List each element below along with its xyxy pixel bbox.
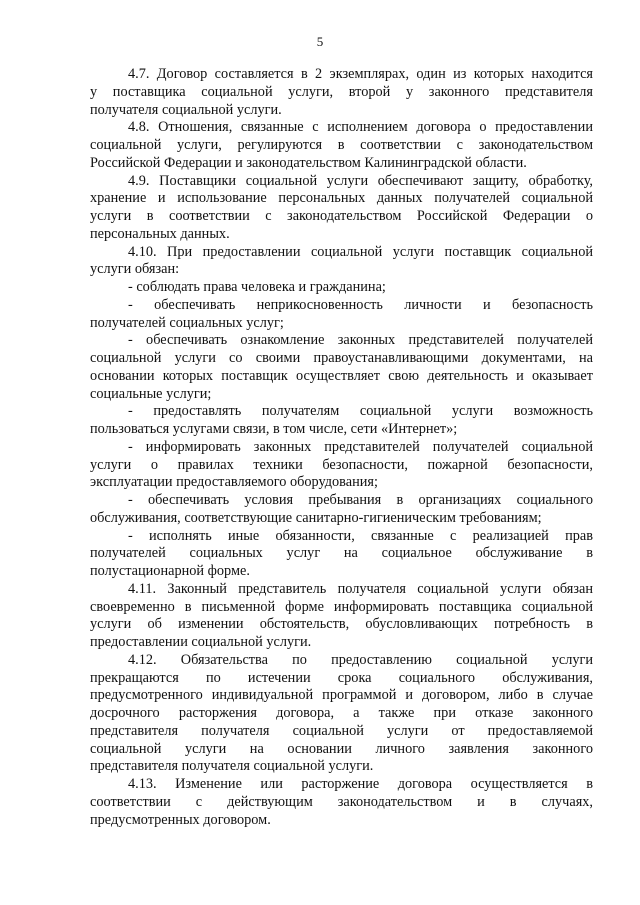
text-line: хранение и использование персональных данных получателей социальной [90, 190, 593, 207]
paragraph-p-4-10-item-7 [90, 528, 593, 581]
paragraph-p-4-10 [90, 244, 593, 280]
text-line: предусмотренного индивидуальной программой и договором, либо в случае [90, 687, 593, 704]
text-line: социальной услуги со своими правоустанавливающими документами, на [90, 350, 593, 366]
text-line: получателей социальных услуг; [90, 314, 284, 331]
text-line: эксплуатации предоставляемого оборудования; [90, 474, 378, 491]
paragraph-p-4-10-item-6 [90, 492, 593, 528]
paragraph-p-4-13 [90, 776, 593, 829]
text-line: получателя социальной услуги. [90, 101, 282, 118]
paragraph-p-4-12 [90, 652, 593, 776]
text-line: представителя получателя социальной услуги. [90, 758, 374, 775]
text-line: услуги об изменении обстоятельств, обусловливающих потребность в [90, 616, 593, 633]
page-number: 5 [316, 34, 324, 49]
paragraph-p-4-10-item-3 [90, 332, 593, 403]
paragraph-p-4-10-item-4 [90, 403, 593, 439]
text-line: Российской Федерации и законодательством Калининградской области. [90, 154, 527, 171]
text-line: - обеспечивать условия пребывания в организациях социального [128, 492, 593, 508]
text-line: пользоваться услугами связи, в том числе, сети «Интернет»; [90, 421, 458, 437]
text-line: получателей социальных услуг на социальное обслуживание в [90, 545, 593, 562]
text-line: услуги в соответствии с законодательством Российской Федерации о [90, 208, 593, 224]
document-body [90, 66, 593, 829]
text-line: 4.11. Законный представитель получателя социальной услуги обязан [128, 580, 593, 597]
text-line: социальной услуги, регулируются в соответствии с законодательством [90, 137, 593, 153]
text-line: представителя получателя социальной услуги от предоставляемой [90, 722, 593, 739]
text-line: персональных данных. [90, 225, 230, 242]
text-line: 4.9. Поставщики социальной услуги обеспечивают защиту, обработку, [128, 172, 593, 189]
text-line: 4.12. Обязательства по предоставлению социальной услуги [128, 651, 593, 668]
text-line: своевременно в письменной форме информировать поставщика социальной [90, 598, 593, 615]
paragraph-p-4-7 [90, 66, 593, 119]
text-line: прекращаются по истечении срока социального обслуживания, [90, 669, 593, 686]
text-line: услуги обязан: [90, 261, 180, 278]
text-line: услуги о правилах техники безопасности, пожарной безопасности, [90, 456, 593, 473]
text-line: социальные услуги; [90, 385, 212, 402]
paragraph-p-4-10-item-1 [90, 279, 593, 297]
text-line: - соблюдать права человека и гражданина; [128, 279, 386, 295]
text-line: полустационарной форме. [90, 563, 250, 579]
paragraph-p-4-8 [90, 119, 593, 172]
text-line: - обеспечивать ознакомление законных представителей получателей [128, 332, 593, 349]
paragraph-p-4-9 [90, 173, 593, 244]
paragraph-p-4-10-item-5 [90, 439, 593, 492]
text-line: у поставщика социальной услуги, второй у законного представителя [90, 83, 593, 100]
paragraph-p-4-11 [90, 581, 593, 652]
text-line: соответствии с действующим законодательством и в случаях, [90, 793, 593, 810]
text-line: обслуживания, соответствующие санитарно-гигиеническим требованиям; [90, 509, 542, 526]
text-line: - информировать законных представителей получателей социальной [128, 438, 593, 455]
text-line: - предоставлять получателям социальной услуги возможность [128, 403, 593, 420]
text-line: предоставлении социальной услуги. [90, 634, 312, 650]
text-line: 4.13. Изменение или расторжение договора осуществляется в [128, 776, 593, 792]
text-line: 4.8. Отношения, связанные с исполнением договора о предоставлении [128, 119, 593, 136]
text-line: социальной услуги на основании личного заявления законного [90, 740, 593, 757]
text-line: предусмотренных договором. [90, 811, 271, 828]
text-line: основании которых поставщик осуществляет свою деятельность и оказывает [90, 367, 593, 384]
paragraph-p-4-10-item-2 [90, 297, 593, 333]
text-line: - обеспечивать неприкосновенность личности и безопасность [128, 296, 593, 313]
text-line: 4.7. Договор составляется в 2 экземплярах, один из которых находится [128, 66, 593, 82]
text-line: - исполнять иные обязанности, связанные с реализацией прав [128, 527, 593, 544]
text-line: 4.10. При предоставлении социальной услуги поставщик социальной [128, 243, 593, 260]
text-line: досрочного расторжения договора, а также при отказе законного [90, 705, 593, 721]
